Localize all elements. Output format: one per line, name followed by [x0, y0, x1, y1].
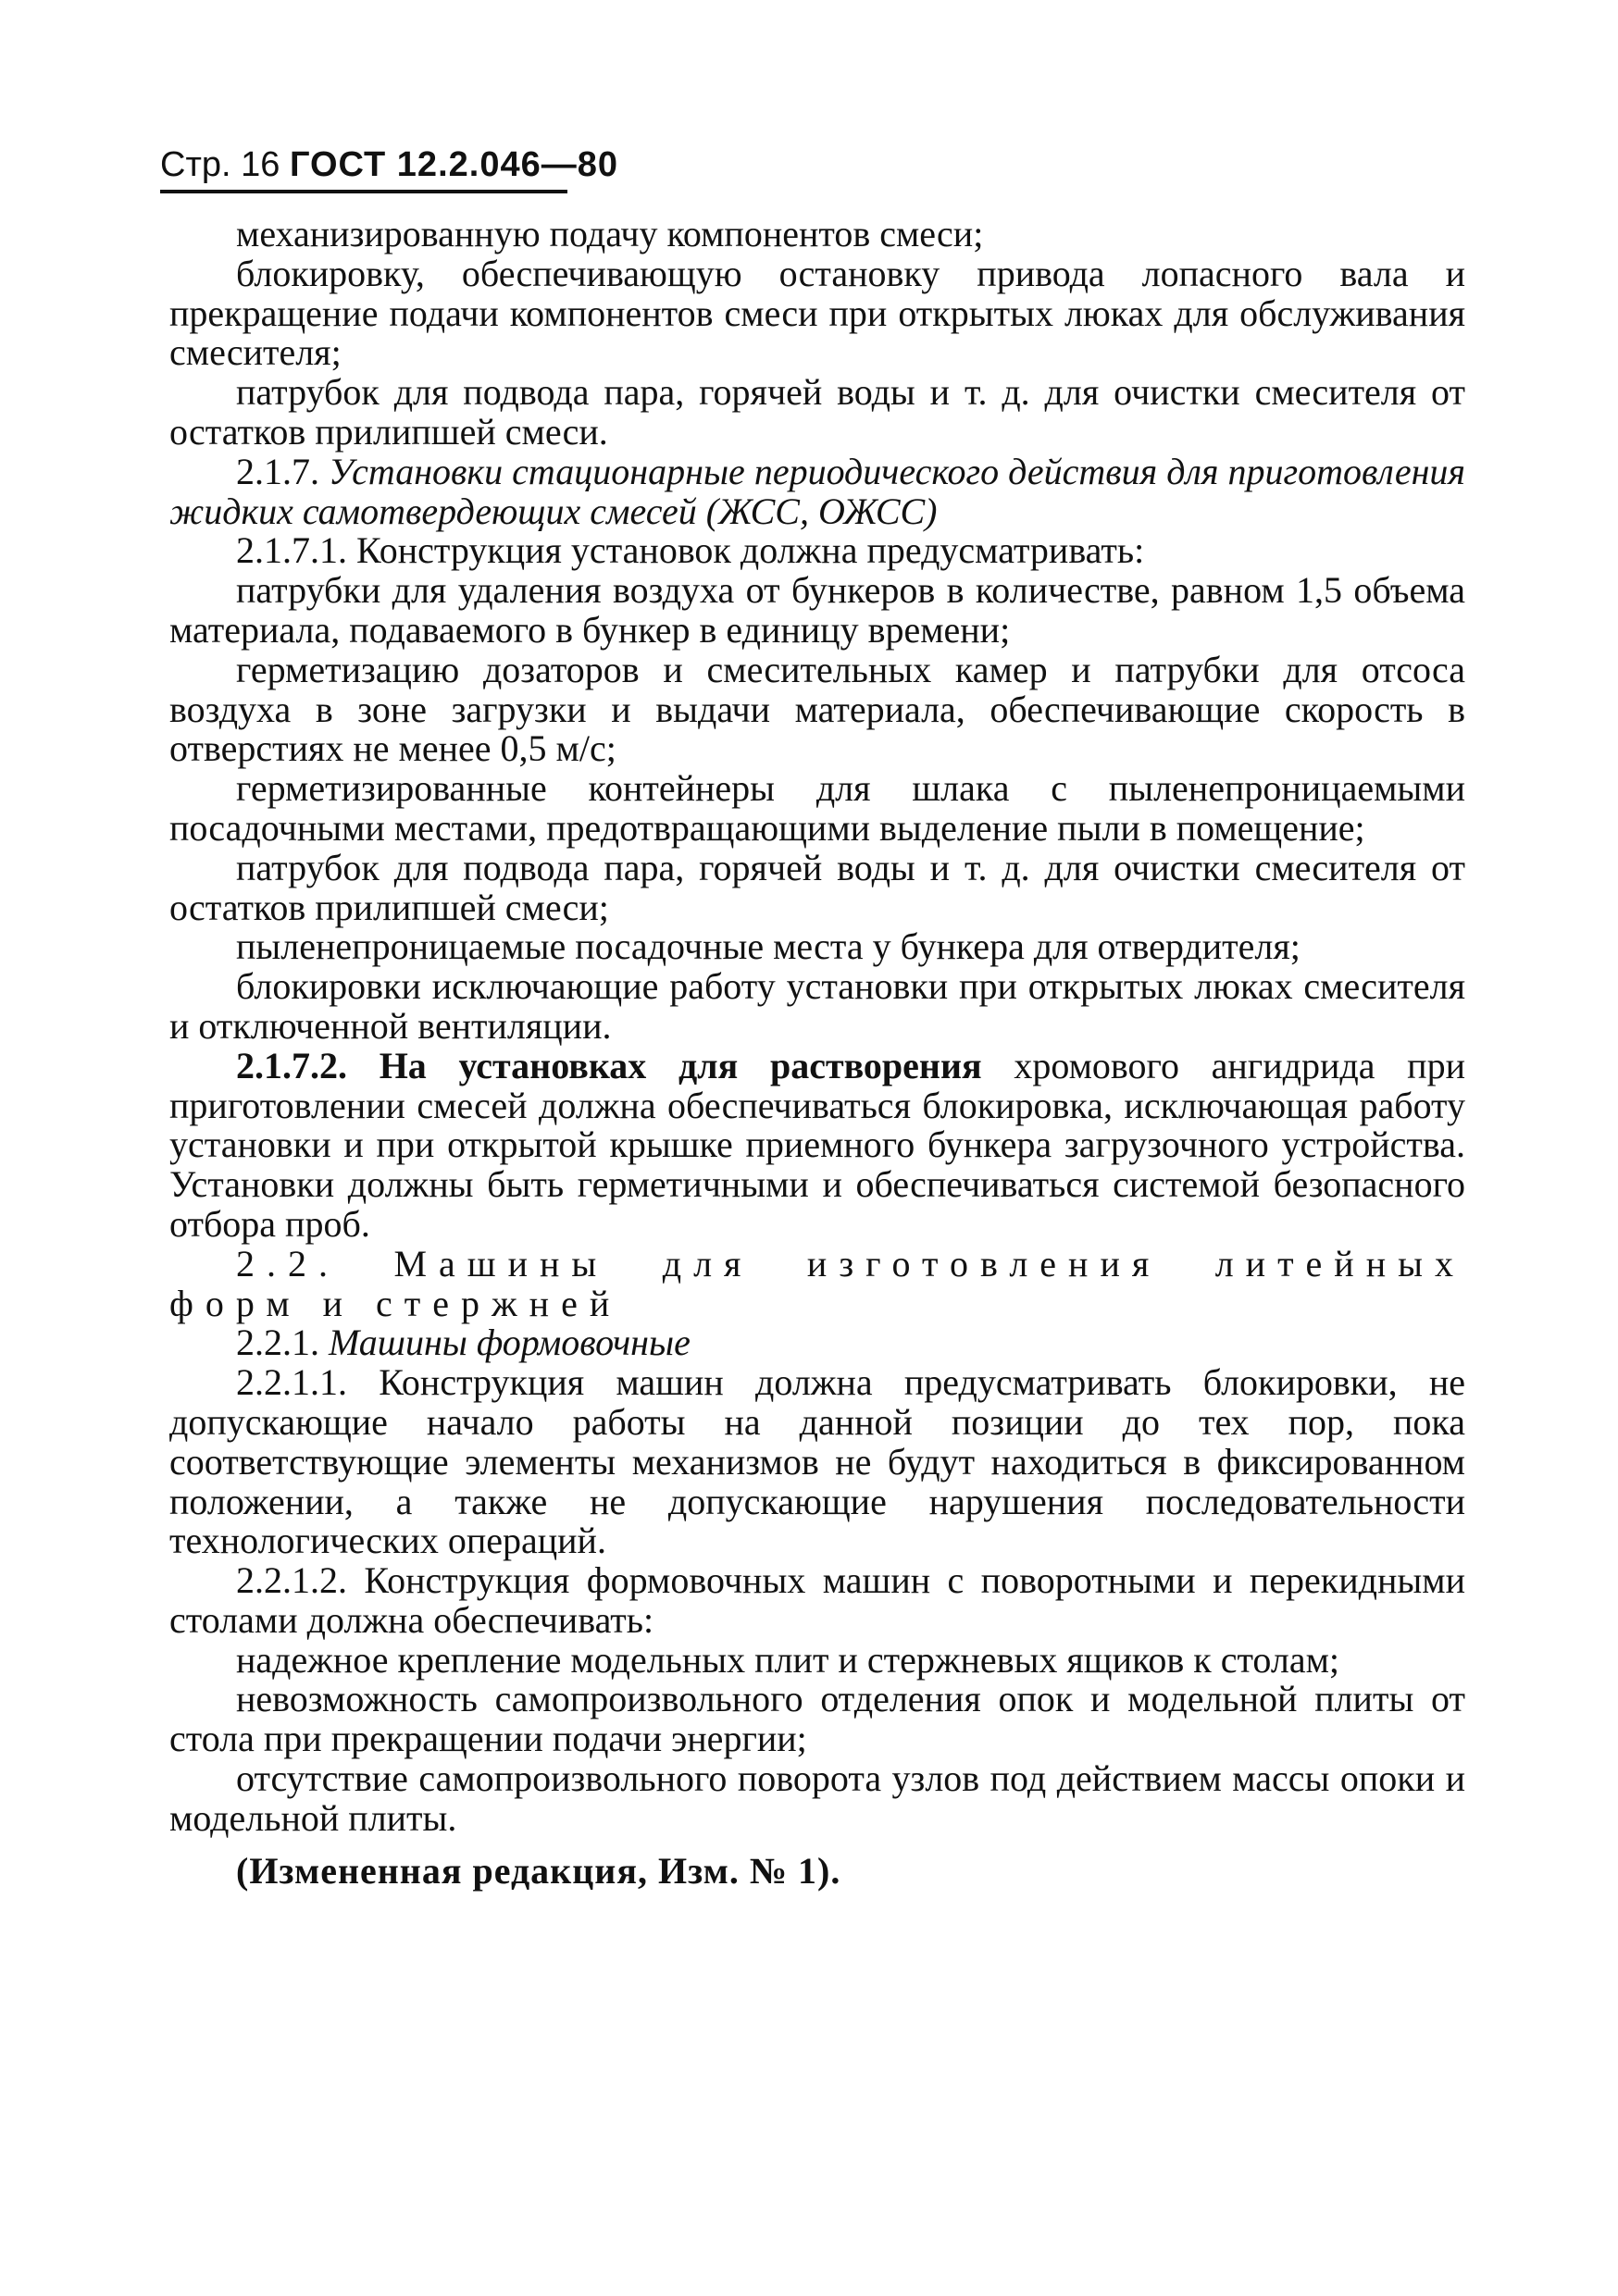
paragraph: герметизированные контейнеры для шлака с пыленепроницаемыми посадочными местами, предотвращающими выделение пыли в помещение;	[169, 767, 1465, 849]
clause-2-1-7-2	[169, 1044, 1465, 1245]
paragraph: блокировки исключающие работу установки при открытых люках смесителя и отключенной вентиляции.	[169, 965, 1465, 1047]
paragraph: механизированную подачу компонентов смеси;	[236, 213, 984, 254]
section-heading-2-2-1	[169, 1323, 1465, 1363]
page-number: Стр. 16	[160, 145, 280, 184]
standard-reference: ГОСТ 12.2.046—80	[289, 145, 618, 184]
paragraph: патрубок для подвода пара, горячей воды и т. д. для очистки смесителя от остатков прилипшей смеси.	[169, 371, 1465, 453]
section-number: 2.1.7.	[236, 450, 319, 492]
section-heading-2-1-7	[169, 450, 1466, 532]
section-title: Установки стационарные периодического действия для приготовления жидких самотвердеющих смесей (ЖСС, ОЖСС)	[169, 450, 1466, 532]
paragraph: невозможность самопроизвольного отделения опок и модельной плиты от стола при прекращении подачи энергии;	[169, 1678, 1465, 1760]
amendment-note: (Измененная редакция, Изм. № 1).	[236, 1849, 841, 1892]
paragraph: 2.2.1.2. Конструкция формовочных машин с поворотными и перекидными столами должна обеспечивать:	[169, 1559, 1465, 1641]
section-heading-2-2: 2.2. Машины для изготовления литейных форм и стержней	[169, 1242, 1465, 1324]
header-rule	[160, 190, 567, 193]
paragraph: отсутствие самопроизвольного поворота узлов под действием массы опоки и модельной плиты.	[169, 1757, 1465, 1839]
paragraph: 2.2.1.1. Конструкция машин должна предусматривать блокировки, не допускающие начало работы на данной позиции до тех пор, пока соответствующие элементы механизмов не будут находиться в фиксированном положении, а также не допускающие нарушения последовательности технологических операций.	[169, 1361, 1465, 1562]
clause-text: хромового ангидрида при приготовлении смесей должна обеспечиваться блокировка, исключающая работу установки и при открытой крышке приемного бункера загрузочного устройства. Установки должны быть герметичными и обеспечиваться системой безопасного отбора проб.	[169, 1044, 1465, 1245]
paragraph: надежное крепление модельных плит и стержневых ящиков к столам;	[236, 1638, 1340, 1681]
section-number: 2.2.1.	[236, 1322, 319, 1364]
paragraph: блокировку, обеспечивающую остановку привода лопасного вала и прекращение подачи компонентов смеси при открытых люках для обслуживания смесителя;	[169, 252, 1465, 374]
paragraph: патрубки для удаления воздуха от бункеров в количестве, равном 1,5 объема материала, подаваемого в бункер в единицу времени;	[169, 569, 1465, 651]
page-header	[160, 146, 618, 185]
paragraph: 2.1.7.1. Конструкция установок должна предусматривать:	[236, 529, 1145, 572]
section-title: Машины формовочные	[329, 1322, 691, 1364]
clause-bold-lead: 2.1.7.2. На установках для растворения	[236, 1044, 982, 1086]
paragraph: пыленепроницаемые посадочные места у бункера для отвердителя;	[236, 925, 1301, 968]
document-body	[169, 215, 1465, 1891]
paragraph: патрубок для подвода пара, горячей воды и т. д. для очистки смесителя от остатков прилипшей смеси;	[169, 846, 1465, 928]
paragraph: герметизацию дозаторов и смесительных камер и патрубки для отсоса воздуха в зоне загрузки и выдачи материала, обеспечивающие скорость в отверстиях не менее 0,5 м/с;	[169, 648, 1465, 770]
